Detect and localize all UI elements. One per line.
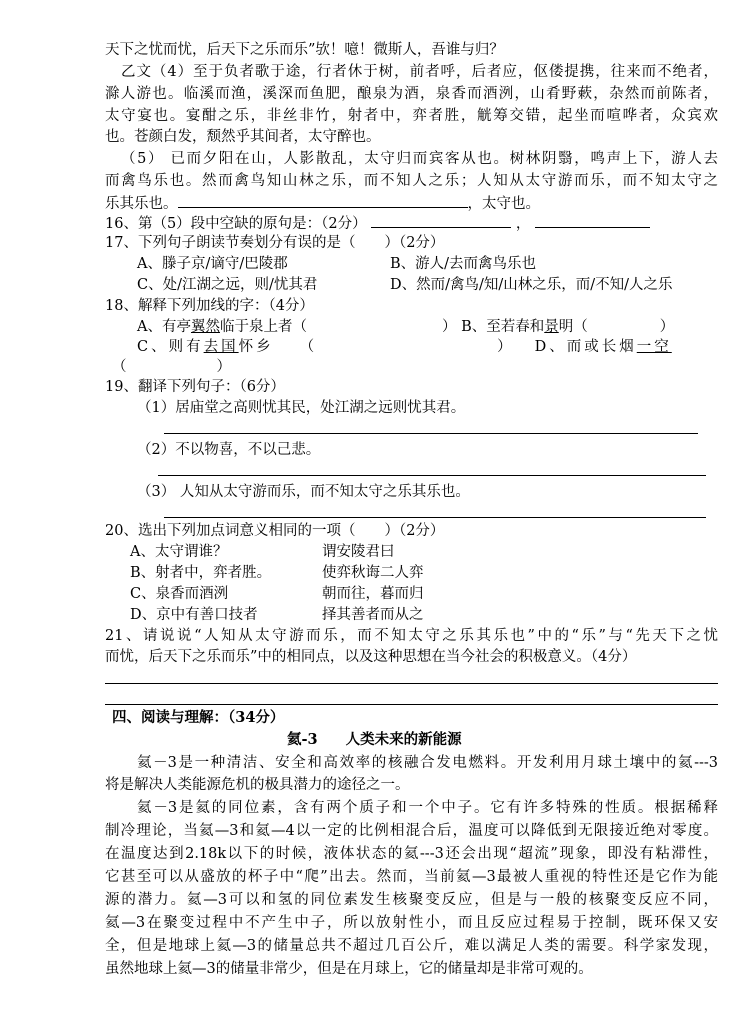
section-heading: 四、阅读与理解：（34分） bbox=[112, 709, 285, 726]
q19-item: （1）居庙堂之高则忧其民，处江湖之远则忧其君。 bbox=[137, 400, 466, 416]
q20-option-d: D、京中有善口技者 bbox=[130, 607, 258, 623]
answer-line[interactable] bbox=[164, 517, 706, 518]
article-line: 将是解决人类能源危机的极具潜力的途径之一。 bbox=[105, 777, 410, 793]
q20-option-d-compare: 择其善者而从之 bbox=[322, 607, 424, 623]
passage-b-line: 而禽鸟乐也。然而禽鸟知山林之乐，而不知人之乐；人知从太守游而乐，而不知太守之 bbox=[105, 173, 718, 189]
title-part: 氦-3 bbox=[287, 731, 318, 748]
text: 明（ bbox=[558, 319, 588, 335]
text: ） bbox=[441, 319, 457, 335]
q20-option-a: A、太守谓谁？ bbox=[130, 544, 228, 560]
text: D、而或长烟 bbox=[534, 339, 637, 355]
q20-option-c: C、泉香而酒洌 bbox=[130, 586, 229, 602]
article-line: 氦—3在聚变过程中不产生中子，所以放射性小，而且反应过程易于控制，既环保又安 bbox=[105, 915, 718, 931]
q18-row-d-answer bbox=[112, 357, 725, 377]
underlined-word: 翼然 bbox=[190, 319, 220, 335]
q18-row-ab bbox=[137, 317, 744, 337]
title-part: 人类未来的新能源 bbox=[345, 731, 462, 748]
q18-row-cd bbox=[137, 337, 744, 357]
passage-b-text: 乐其乐也。 bbox=[105, 196, 178, 212]
answer-line[interactable] bbox=[105, 704, 718, 705]
article-line: 氦－3是氦的同位素，含有两个质子和一个中子。它有许多特殊的性质。根据稀释 bbox=[137, 800, 718, 816]
q20-option-b: B、射者中，弈者胜。 bbox=[130, 565, 272, 581]
text: （ bbox=[299, 339, 318, 355]
underlined-word: 一空 bbox=[636, 339, 672, 355]
option-d: D、然而/禽鸟/知/山林之乐，而/不知/人之乐 bbox=[390, 277, 673, 293]
answer-line[interactable] bbox=[164, 433, 698, 434]
article-line: 虽然地球上氦—3的储量非常少，但是在月球上，它的储量却是非常可观的。 bbox=[105, 961, 593, 977]
underlined-word: 去国 bbox=[203, 339, 239, 355]
separator: ， bbox=[515, 216, 531, 232]
passage-b-line: 乙文（4）至于负者歌于途，行者休于树，前者呼，后者应，伛偻提携，往来而不绝者， bbox=[121, 64, 718, 80]
question-text: 16、第（5）段中空缺的原句是：（2分） bbox=[105, 216, 367, 232]
q20-option-b-compare: 使弈秋诲二人弈 bbox=[322, 565, 424, 581]
option-c: C、处/江湖之远，则/忧其君 bbox=[137, 277, 318, 293]
answer-blank[interactable] bbox=[535, 213, 650, 228]
text: 怀乡 bbox=[238, 339, 274, 355]
text: C、则有 bbox=[137, 339, 204, 355]
text: B、至若春和 bbox=[461, 319, 545, 335]
article-line: 全，但是地球上氦—3的储量总共不超过几百公斤，难以满足人类的需要。科学家发现， bbox=[105, 938, 718, 954]
passage-b-text: ，太守也。 bbox=[467, 196, 540, 212]
blank-answer-line[interactable] bbox=[178, 193, 468, 208]
question-20: 20、选出下列加点词意义相同的一项（ ）（2分） bbox=[105, 523, 445, 539]
q20-option-a-compare: 谓安陵君曰 bbox=[322, 544, 395, 560]
text: （ bbox=[112, 359, 127, 375]
passage-b-line bbox=[105, 193, 718, 214]
passage-b-line: 也。苍颜白发，颓然乎其间者，太守醉也。 bbox=[105, 129, 381, 145]
answer-blank[interactable] bbox=[371, 213, 511, 228]
passage-a-end: 天下之忧而忧，后天下之乐而乐”欤！噫！微斯人，吾谁与归？ bbox=[105, 42, 504, 58]
text: ） bbox=[497, 339, 515, 355]
article-line: 它甚至可以从盛放的杯子中“爬”出去。然而，当前氦—3最被人重视的特性还是它作为能 bbox=[105, 869, 718, 885]
text: ） bbox=[659, 319, 675, 335]
article-line: 源的潜力。氦—3可以和氢的同位素发生核聚变反应，但是与一般的核聚变反应不同， bbox=[105, 892, 718, 908]
option-a: A、滕子京/谪守/巴陵郡 bbox=[137, 256, 288, 272]
text: A、有亭 bbox=[137, 319, 191, 335]
passage-b-line: 太守宴也。宴酣之乐，非丝非竹，射者中，弈者胜，觥筹交错，起坐而喧哗者，众宾欢 bbox=[105, 108, 718, 124]
article-line: 氦－3是一种清洁、安全和高效率的核融合发电燃料。开发利用月球土壤中的氦---3 bbox=[137, 755, 718, 771]
article-title bbox=[287, 730, 744, 750]
answer-line[interactable] bbox=[105, 683, 718, 684]
passage-b-line: 滁人游也。临溪而渔，溪深而鱼肥，酿泉为酒，泉香而酒洌，山肴野蔌，杂然而前陈者， bbox=[105, 86, 718, 102]
question-21-cont: 而忧，后天下之乐而乐”中的相同点，以及这种思想在当今社会的积极意义。（4分） bbox=[105, 649, 637, 665]
article-line: 在温度达到2.18k以下的时候，液体状态的氦---3还会出现“超流”现象，即没有粘滞性， bbox=[105, 846, 718, 862]
article-line: 制冷理论，当氦—3和氦—4以一定的比例相混合后，温度可以降低到无限接近绝对零度。 bbox=[105, 823, 718, 839]
q20-option-c-compare: 朝而往，暮而归 bbox=[322, 586, 424, 602]
answer-line[interactable] bbox=[158, 475, 706, 476]
question-19: 19、翻译下列句子：（6分） bbox=[105, 379, 285, 395]
passage-b-line: （5） 已而夕阳在山，人影散乱，太守归而宾客从也。树林阴翳，鸣声上下，游人去 bbox=[121, 151, 718, 167]
text: ） bbox=[216, 359, 231, 375]
option-b: B、游人/去而禽鸟乐也 bbox=[390, 256, 537, 272]
q19-item: （2）不以物喜，不以己悲。 bbox=[137, 442, 321, 458]
question-17: 17、下列句子朗读节奏划分有误的是（ ）（2分） bbox=[105, 235, 445, 251]
question-16 bbox=[105, 213, 718, 234]
question-18: 18、解释下列加线的字：（4分） bbox=[105, 298, 314, 314]
text: 临于泉上者（ bbox=[219, 319, 307, 335]
question-21: 21、请说说“人知从太守游而乐，而不知太守之乐其乐也”中的“乐”与“先天下之忧 bbox=[105, 628, 718, 644]
q19-item: （3） 人知从太守游而乐，而不知太守之乐其乐也。 bbox=[137, 484, 470, 500]
underlined-word: 景 bbox=[544, 319, 559, 335]
